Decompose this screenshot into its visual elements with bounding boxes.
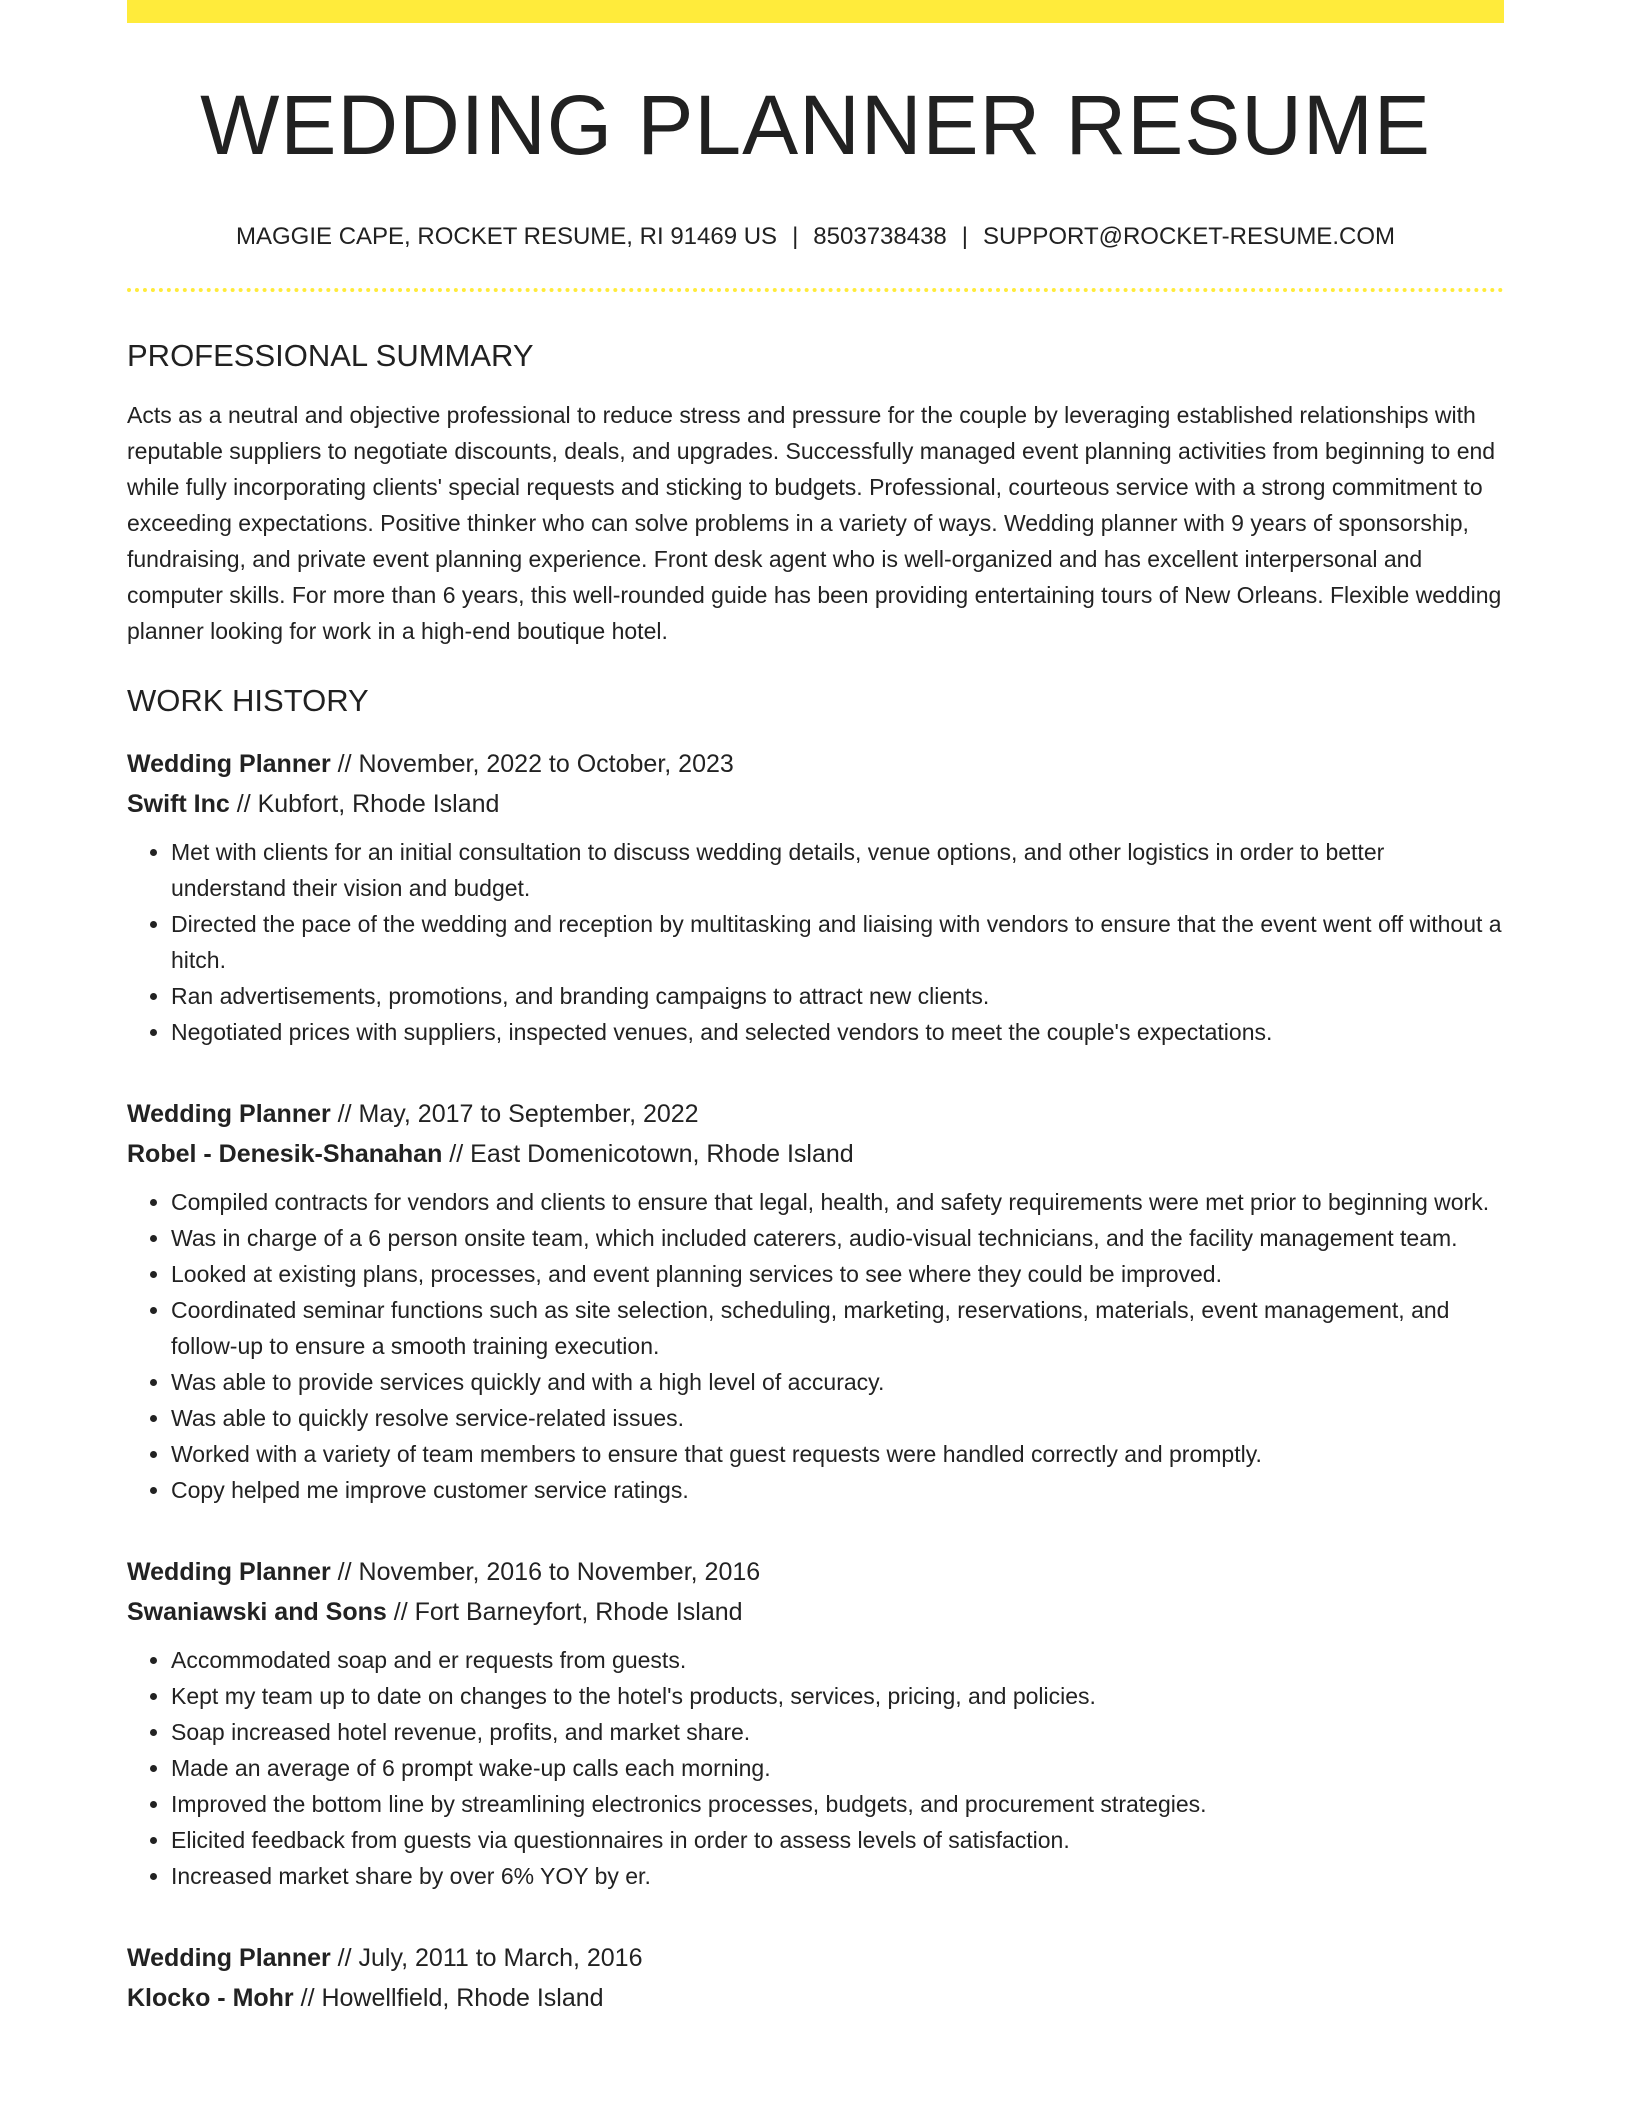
- job-dates: November, 2016 to November, 2016: [358, 1557, 761, 1586]
- job-company: Klocko - Mohr: [127, 1983, 294, 2012]
- job-bullet: • Looked at existing plans, processes, and event planning services to see where they could be improved.: [171, 1256, 1504, 1292]
- work-history-heading: WORK HISTORY: [127, 682, 369, 718]
- job-bullet: • Improved the bottom line by streamlining electronics processes, budgets, and procurement strategies.: [171, 1786, 1504, 1822]
- job-bullet: • Was able to provide services quickly and with a high level of accuracy.: [171, 1364, 1504, 1400]
- job-entry: [127, 744, 1504, 1050]
- job-title: Wedding Planner: [127, 1943, 331, 1972]
- job-bullet: • Ran advertisements, promotions, and branding campaigns to attract new clients.: [171, 978, 1504, 1014]
- summary-text: Acts as a neutral and objective professional to reduce stress and pressure for the couple by leveraging established relationships with reputable suppliers to negotiate discounts, deals, and upgrades. Successfully managed event planning activities from beginning to end while fully incorporating clients' special requests and sticking to budgets. Professional, courteous service with a strong commitment to exceeding expectations. Positive thinker who can solve problems in a variety of ways. Wedding planner with 9 years of sponsorship, fundraising, and private event planning experience. Front desk agent who is well-organized and has excellent interpersonal and computer skills. For more than 6 years, this well-rounded guide has been providing entertaining tours of New Orleans. Flexible wedding planner looking for work in a high-end boutique hotel.: [127, 401, 1502, 644]
- job-bullet: • Was in charge of a 6 person onsite team, which included caterers, audio-visual technicians, and the facility management team.: [171, 1220, 1504, 1256]
- job-bullet: • Compiled contracts for vendors and clients to ensure that legal, health, and safety requirements were met prior to beginning work.: [171, 1184, 1504, 1220]
- dotted-divider: [127, 288, 1504, 292]
- resume-title: WEDDING PLANNER RESUME: [200, 78, 1431, 172]
- job-bullet: • Copy helped me improve customer service ratings.: [171, 1472, 1504, 1508]
- job-bullet: • Accommodated soap and er requests from guests.: [171, 1642, 1504, 1678]
- job-bullet: • Met with clients for an initial consultation to discuss wedding details, venue options, and other logistics in order to better understand their vision and budget.: [171, 834, 1504, 906]
- job-title-line: [127, 1938, 1504, 1978]
- job-company-line: [127, 784, 1504, 824]
- job-title: Wedding Planner: [127, 1099, 331, 1128]
- job-bullet: • Made an average of 6 prompt wake-up calls each morning.: [171, 1750, 1504, 1786]
- job-bullets: [127, 834, 1504, 1050]
- job-entry: [127, 1094, 1504, 1508]
- contact-address: MAGGIE CAPE, ROCKET RESUME, RI 91469 US: [236, 223, 778, 250]
- job-separator: //: [330, 1943, 359, 1972]
- work-history-list: [127, 744, 1504, 2018]
- job-entry: [127, 1938, 1504, 2018]
- job-location: Howellfield, Rhode Island: [321, 1983, 604, 2012]
- job-company: Swaniawski and Sons: [127, 1597, 387, 1626]
- job-bullets: [127, 1184, 1504, 1508]
- job-entry: [127, 1552, 1504, 1894]
- job-dates: November, 2022 to October, 2023: [358, 749, 734, 778]
- contact-email: SUPPORT@ROCKET-RESUME.COM: [983, 223, 1395, 250]
- job-bullet: • Negotiated prices with suppliers, inspected venues, and selected vendors to meet the couple's expectations.: [171, 1014, 1504, 1050]
- job-title-line: [127, 1094, 1504, 1134]
- job-company-line: [127, 1978, 1504, 2018]
- job-title: Wedding Planner: [127, 1557, 331, 1586]
- job-title-line: [127, 744, 1504, 784]
- job-bullet: • Coordinated seminar functions such as site selection, scheduling, marketing, reservations, materials, event management, and follow-up to ensure a smooth training execution.: [171, 1292, 1504, 1364]
- summary-heading: PROFESSIONAL SUMMARY: [127, 337, 534, 373]
- contact-separator: |: [792, 223, 799, 250]
- resume-page: [127, 0, 1504, 2018]
- job-separator: //: [386, 1597, 415, 1626]
- job-separator: //: [330, 1099, 359, 1128]
- job-separator: //: [442, 1139, 471, 1168]
- job-separator: //: [293, 1983, 322, 2012]
- job-separator: //: [330, 749, 359, 778]
- contact-separator: |: [961, 223, 969, 250]
- job-bullet: • Was able to quickly resolve service-related issues.: [171, 1400, 1504, 1436]
- job-dates: July, 2011 to March, 2016: [358, 1943, 643, 1972]
- job-bullet: • Elicited feedback from guests via questionnaires in order to assess levels of satisfaction.: [171, 1822, 1504, 1858]
- job-title-line: [127, 1552, 1504, 1592]
- job-location: East Domenicotown, Rhode Island: [470, 1139, 854, 1168]
- job-bullet: • Kept my team up to date on changes to the hotel's products, services, pricing, and policies.: [171, 1678, 1504, 1714]
- job-separator: //: [229, 789, 258, 818]
- job-company: Robel - Denesik-Shanahan: [127, 1139, 443, 1168]
- job-dates: May, 2017 to September, 2022: [358, 1099, 699, 1128]
- job-bullets: [127, 1642, 1504, 1894]
- accent-top-bar: [127, 0, 1504, 23]
- job-company: Swift Inc: [127, 789, 230, 818]
- job-title: Wedding Planner: [127, 749, 331, 778]
- job-bullet: • Soap increased hotel revenue, profits, and market share.: [171, 1714, 1504, 1750]
- contact-phone: 8503738438: [813, 223, 947, 250]
- job-company-line: [127, 1134, 1504, 1174]
- job-location: Fort Barneyfort, Rhode Island: [414, 1597, 743, 1626]
- job-bullet: • Worked with a variety of team members to ensure that guest requests were handled correctly and promptly.: [171, 1436, 1504, 1472]
- job-bullet: • Directed the pace of the wedding and reception by multitasking and liaising with vendors to ensure that the event went off without a hitch.: [171, 906, 1504, 978]
- job-bullet: • Increased market share by over 6% YOY by er.: [171, 1858, 1504, 1894]
- contact-line: [127, 223, 1504, 252]
- job-separator: //: [330, 1557, 359, 1586]
- job-company-line: [127, 1592, 1504, 1632]
- job-location: Kubfort, Rhode Island: [257, 789, 500, 818]
